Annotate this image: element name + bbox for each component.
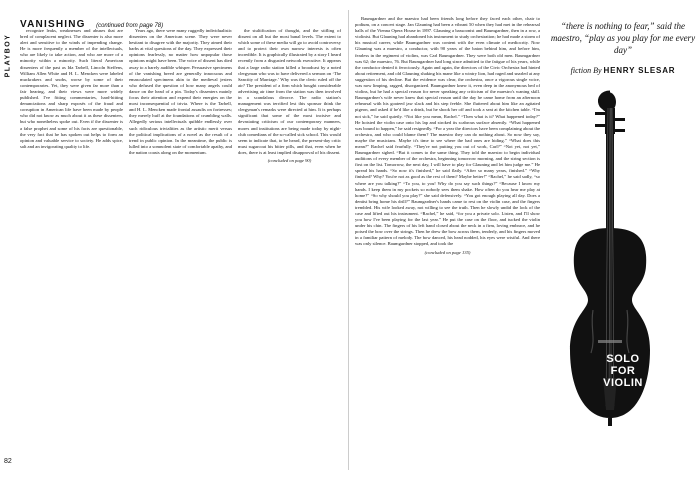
author-name: HENRY SLESAR (603, 66, 676, 75)
column-text: the stultification of thought, and the stifling of dissent on all but the most banal levels. The extent to which some of these media will go to avoid controversy and to protect their own narrow interests is often incredible. It is graphically illustrated by a story I heard recently from a disgusted network executive. It appears that a large radio station killed a broadcast by a noted clergyman who was to have delivered a sermon on ‘The Sanctity of Marriage.’ Why was the cleric ruled off the air? The president of a firm which bought considerable advertising air time from the station was then involved in a scandalous divorce. The radio station's management was terrified lest this sponsor think the clergyman's remarks were directed at him. It is perhaps significant that some of the most incisive and devastating criticism of our contemporary manners, mores and institutions are being made today by night-club comedians of the so-called sick school. This would seem to indicate that, to be heard, the present-day critic must sugarcoat his bitter pills, and that, even when he does, there is at least implied disapproval of his dissent. (238, 28, 341, 155)
left-article-column-2 (129, 28, 232, 468)
byline-by: By (593, 66, 602, 75)
page-number: 82 (4, 458, 12, 465)
left-article-header (20, 14, 340, 30)
column-text: recognize leaks, weaknesses and abuses that are bred of complacent neglect. The dissenter is also more alert and sensitive to the winds of impending change. He is more frequently a member of the intellectuals, who are likely to take action, and who are more of a minority within a minority. Such literal American dissenters of the past as Ida Tarbell, Lincoln Steffens, William Allen White and H. L. Mencken were labeled muckrakers and snobs, worse by some of their contemporaries. Yet, they were given far more than a fair hearing, and their views were more widely published. I've fitting commentaries, hard-hitting denunciations and sharp exposés of the fraud and corruption in American life have been made by people who did not know as much about it as these dissenters, but who nonetheless spoke out. Even if the dissenter is a false prophet and some of his facts are questionable, the very fact that he has spoken out helps to form an opinion and valuable service to society. He adds spice, salt and an invigorating quality to life. (20, 28, 123, 149)
byline-category: fiction (570, 66, 592, 75)
continued-to-note: (concluded on page 90) (267, 157, 312, 163)
pull-quote: “there is nothing to fear,” said the maestro, “play as you play for me every day” (550, 21, 696, 55)
violin-illustration (560, 88, 660, 473)
page-gutter (348, 10, 349, 470)
article-title: VANISHING (20, 19, 86, 30)
violin-icon (560, 88, 660, 473)
vertical-magazine-label (2, 18, 12, 98)
story-continued-note: (concluded on page 135) (424, 249, 471, 255)
story-text-column (355, 16, 540, 471)
byline (548, 66, 698, 75)
story-title (598, 353, 648, 389)
magazine-name: PLAYBOY (4, 33, 12, 78)
continued-from-note: (continued from page 78) (96, 23, 164, 29)
story-title-line: VIOLIN (603, 377, 643, 389)
story-text: Baumgardner and the maestro had been friends long before they faced each other, chair to podium, on a concert stage. Jan Glauning had been a vibrant 50 when they had met in the rehearsal halls of the Vienna Opera House in 1897. Glauning a bassoonist and Baumgardner, then in a row, a violinist. But Glauning had abandoned his instrument to study orchestration; he had made a storm of his musical career, while Baumgardner was content with the even climate of mediocrity. Now Glauning was a maestro, a conductor, with 90 years of the baton behind him, and before him, fearless in the regiment of violins, was Carl Baumgardner. They were both old men. Baumgardner was 62; the maestro, 76. But Baumgardner had long since admitted to the fatigue of his years, while the conductor denied it ferociously. Again and again, the directors of the Civic Orchestra had hinted about retirement, and old Glauning shaking his mane like a wintry lion, had raged and snarled at any suggestion of his decline. But the evidence was clear, the orchestra, once a vigorous single voice, was now limping, ragged, disorganized. Baumgardner knew it, even deep in the anonymous bed of violins, but he had a special reason for never speaking any criticism of the maestro's waning skill. Baumgardner's wife never knew that special reason until the day he came home from an afternoon rehearsal with his goateed jaw slack and his step feeble. She fluttered about him like an agitated pigeon, and asked if he'd like a drink, but he shook her off and took a seat at the kitchen table. “I'm not sick,” he said quietly. “Not like you mean, Rachel.” “Then what is it? What happened today?” He hoisted the violin case onto his lap and stroked its scabrous surface absently. “What happened was bound to happen,” he said resignedly. “For a year the directors have been complaining about the orchestra, and who could blame them? The maestro they can do nothing about. So now they say, maybe the musicians. Maybe it's time to see where the bad ones are hiding.” “What does this mean?” Rachel said fearfully. “They're not putting you out of work, Carl?” “Not yet, not yet,” Baumgardner sighed. “But it comes to the same thing. They told the maestro to begin individual auditions of every member of the orchestra, beginning tomorrow morning, and the string section is first on the list. Tomorrow, the next day, I will have to play for Glauning and let him judge me.” He spread his hands. “So now it's finished,” he said flatly. “After so many years, finished.” “Why finished? Why? You're not as good as the rest of them? Maybe better!” “Rachel,” he said sadly, “so where are you talking?” “To you, to you! Why do you say such things?” “Because I know my hands. I keep them in my pockets so nobody sees them shake. How often do you hear me play at home?” “So why should you play?” she said defensively. “You got enough playing all day. Does a dentist bring home his drill?” Baumgardner's hands came to rest on the violin case, and the fingers trembled. His wife looked away, not willing to see the truth. Then he slowly undid the lock of the case and lifted out his instrument. “Rachel,” he said, “for you a private solo. Listen, and I'll show you how I've been playing for the last year.” He put the case on the floor, and tucked the violin under his chin. The fingers of his left hand closed about the neck in a firm, loving embrace, and he poised the bow over the strings. Then he drew the bow across them, tenderly, and his fingers moved in a familiar pattern of melody. The bow danced, his head nodded, his eyes were wistful. And there was only silence. Baumgardner stopped, and took the (355, 16, 540, 247)
story-title-line: SOLO (606, 353, 640, 365)
left-article-column-3 (238, 28, 341, 468)
left-article-column-1 (20, 28, 123, 468)
story-title-line: FOR (610, 365, 636, 377)
column-text: Years ago, there were many ruggedly individualistic dissenters on the American scene. They were never hesitant to disagree with the majority. They aimed their barbs at vital questions of the day. They expressed their opinions fearlessly, no matter how unpopular those opinions might have been. The voice of dissent has died away to a barely audible whisper. Persuasive specimens of the vanishing breed are generally innocuous and emasculated specimens akin to the medieval jesters who defused the question of how many angels could dance on the head of a pin. Today's dissenters mainly focus their attention and expend their energies on the most inconsequential of trivia. Where is the Tarbell, and H. L. Mencken made frontal assaults on fortresses; they merely huff at the foundations of crumbling walls. Allegedly serious intellectuals quibble endlessly over such ridiculous trivialities as the artistic merit versus the political implications of a novel as the result of a trend in public opinion. In the meantime, the public is lulled into a somnolent state of comfortable apathy, and the nation coasts along on the momentum. (129, 28, 232, 155)
